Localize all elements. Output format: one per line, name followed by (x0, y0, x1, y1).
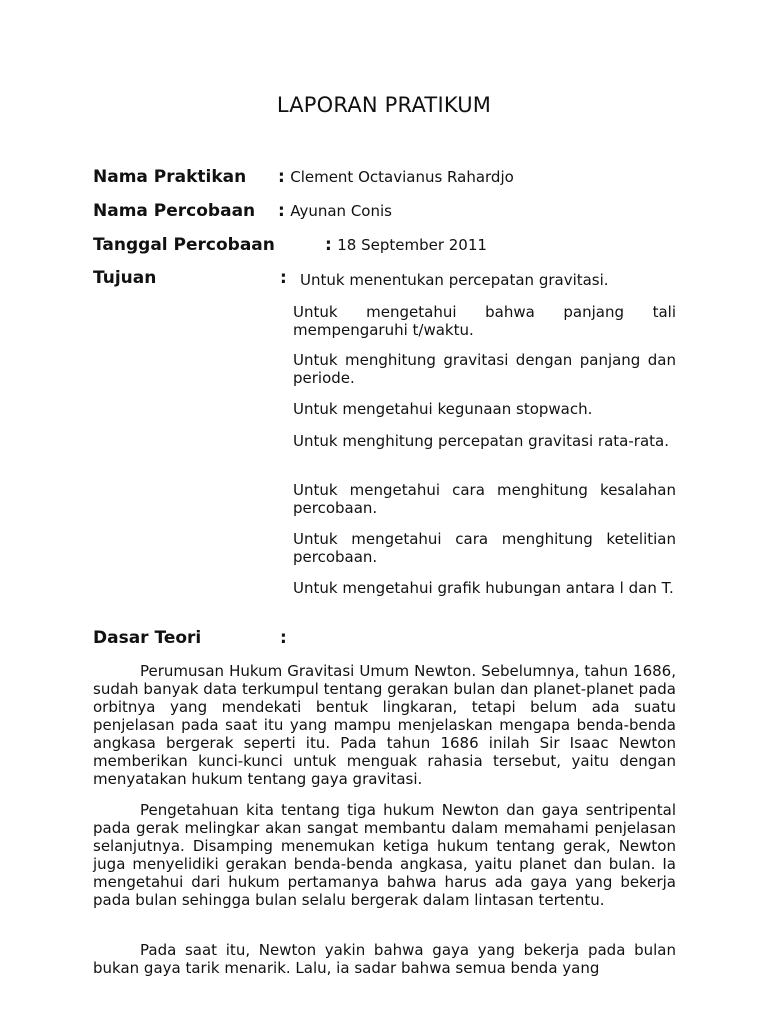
field-label: Tanggal Percobaan (93, 235, 275, 255)
theory-paragraph: Pengetahuan kita tentang tiga hukum Newton dan gaya sentripental pada gerak melingkar akan sangat membantu dalam memahami penjelasan selanjutnya. Disamping menemukan ketiga hukum tentang gerak, Newton juga menyelidiki gerakan benda-benda angkasa, yaitu planet dan bulan. Ia mengetahui dari hukum pertamanya bahwa harus ada gaya yang bekerja pada bulan sehingga bulan selalu bergerak dalam lintasan tertentu. (93, 801, 676, 909)
goal-item: Untuk menghitung percepatan gravitasi rata-rata. (293, 432, 669, 450)
field-nama-percobaan (93, 201, 255, 221)
field-value: Clement Octavianus Rahardjo (290, 168, 514, 186)
goal-item: Untuk mengetahui kegunaan stopwach. (293, 400, 593, 418)
theory-paragraph: Perumusan Hukum Gravitasi Umum Newton. Sebelumnya, tahun 1686, sudah banyak data terkumpul tentang gerakan bulan dan planet-planet pada orbitnya yang mendekati bentuk lingkaran, tetapi belum ada suatu penjelasan pada saat itu yang mampu menjelaskan mengapa benda-benda angkasa bergerak seperti itu. Pada tahun 1686 inilah Sir Isaac Newton memberikan kunci-kunci untuk menguak rahasia tersebut, yaitu dengan menyatakan hukum tentang gaya gravitasi. (93, 662, 676, 788)
field-tanggal-percobaan-value (325, 235, 487, 255)
field-tujuan-colon (280, 268, 287, 288)
goal-item: Untuk menghitung gravitasi dengan panjang dan periode. (293, 351, 676, 387)
field-label: Tujuan (93, 268, 157, 288)
section-dasar-teori (93, 628, 201, 648)
section-colon: : (280, 628, 287, 648)
field-colon: : (280, 268, 287, 288)
field-nama-praktikan-value (278, 167, 514, 187)
document-title: LAPORAN PRATIKUM (276, 93, 492, 117)
goal-item: Untuk mengetahui cara menghitung ketelitian percobaan. (293, 530, 676, 566)
section-label: Dasar Teori (93, 628, 202, 648)
field-nama-percobaan-value (278, 201, 392, 221)
field-label: Nama Praktikan (93, 167, 247, 187)
goal-item: Untuk mengetahui bahwa panjang tali mempengaruhi t/waktu. (293, 303, 676, 339)
field-nama-praktikan (93, 167, 246, 187)
field-tujuan (93, 268, 156, 288)
field-label: Nama Percobaan (93, 201, 256, 221)
section-dasar-teori-colon (280, 628, 287, 648)
field-colon: : (278, 167, 285, 187)
goal-item: Untuk mengetahui cara menghitung kesalahan percobaan. (293, 481, 676, 517)
field-value: 18 September 2011 (337, 236, 487, 254)
goal-item: Untuk menentukan percepatan gravitasi. (300, 271, 609, 289)
field-tanggal-percobaan (93, 235, 275, 255)
goal-item: Untuk mengetahui grafik hubungan antara l dan T. (293, 579, 674, 597)
theory-paragraph: Pada saat itu, Newton yakin bahwa gaya yang bekerja pada bulan bukan gaya tarik menarik. Lalu, ia sadar bahwa semua benda yang (93, 941, 676, 977)
field-value: Ayunan Conis (290, 202, 392, 220)
field-colon: : (325, 235, 332, 255)
field-colon: : (278, 201, 285, 221)
